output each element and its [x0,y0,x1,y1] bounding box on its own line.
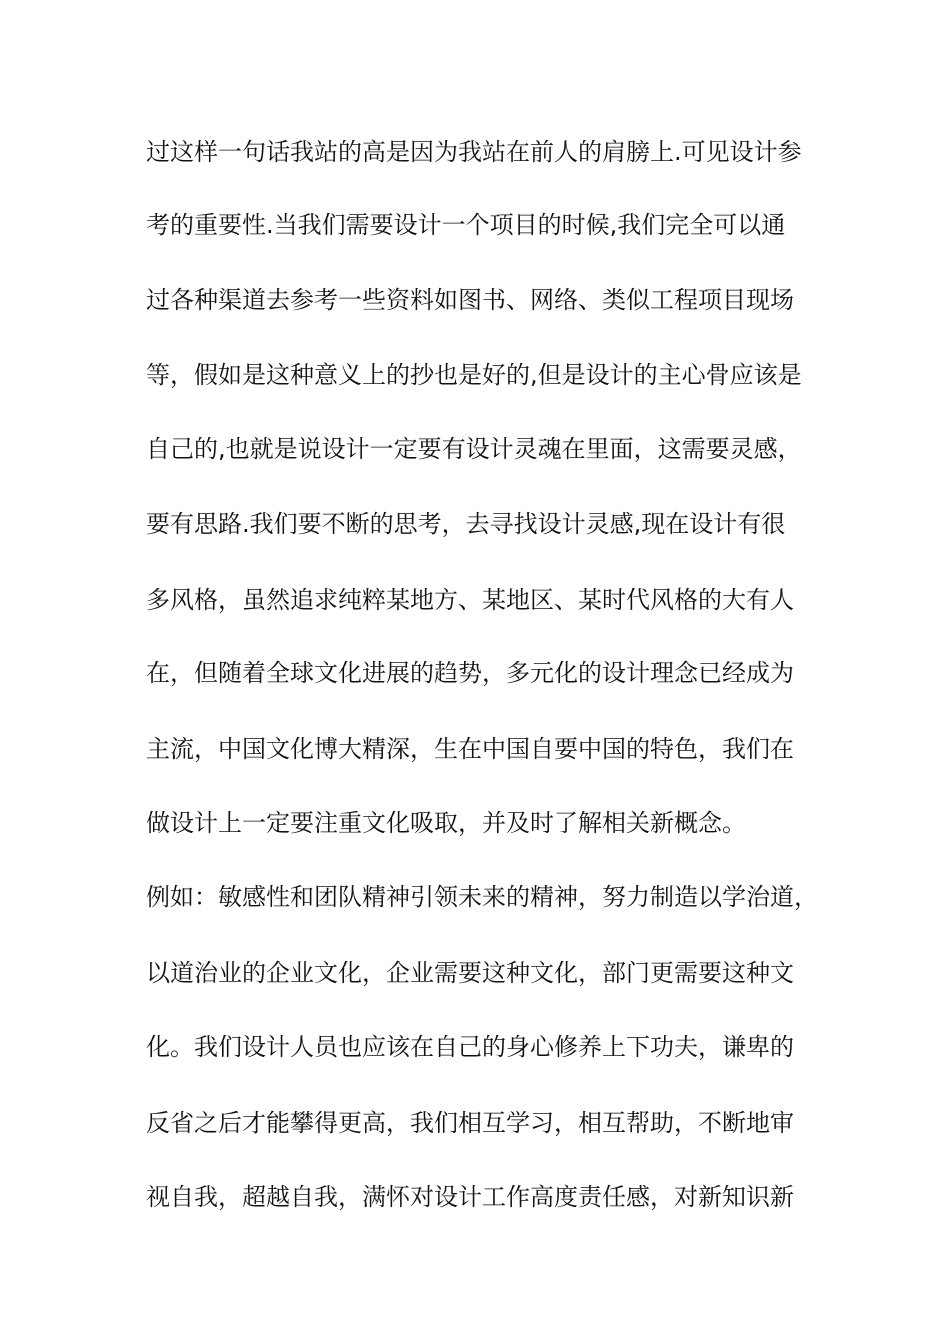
text-line: 做设计上一定要注重文化吸取，并及时了解相关新概念。 [146,809,746,837]
text-line: 例如：敏感性和团队精神引领未来的精神，努力制造以学治道， [146,883,818,911]
text-line: 在，但随着全球文化进展的趋势，多元化的设计理念已经成为 [146,659,794,687]
text-line: 多风格，虽然追求纯粹某地方、某地区、某时代风格的大有人 [146,586,794,614]
text-line: 视自我，超越自我，满怀对设计工作高度责任感，对新知识新 [146,1183,794,1211]
text-line: 主流，中国文化博大精深，生在中国自要中国的特色，我们在 [146,735,794,763]
text-line: 要有思路.我们要不断的思考，去寻找设计灵感,现在设计有很 [146,510,786,538]
text-line: 以道治业的企业文化，企业需要这种文化，部门更需要这种文 [146,959,794,987]
text-line: 化。我们设计人员也应该在自己的身心修养上下功夫，谦卑的 [146,1033,794,1061]
text-line: 过这样一句话我站的高是因为我站在前人的肩膀上.可见设计参 [146,138,802,166]
text-line: 过各种渠道去参考一些资料如图书、网络、类似工程项目现场 [146,286,794,314]
text-line: 等，假如是这种意义上的抄也是好的,但是设计的主心骨应该是 [146,361,802,389]
text-line: 考的重要性.当我们需要设计一个项目的时候,我们完全可以通 [146,211,786,239]
text-line: 自己的,也就是说设计一定要有设计灵魂在里面，这需要灵感， [146,435,802,463]
text-line: 反省之后才能攀得更高，我们相互学习，相互帮助，不断地审 [146,1109,794,1137]
